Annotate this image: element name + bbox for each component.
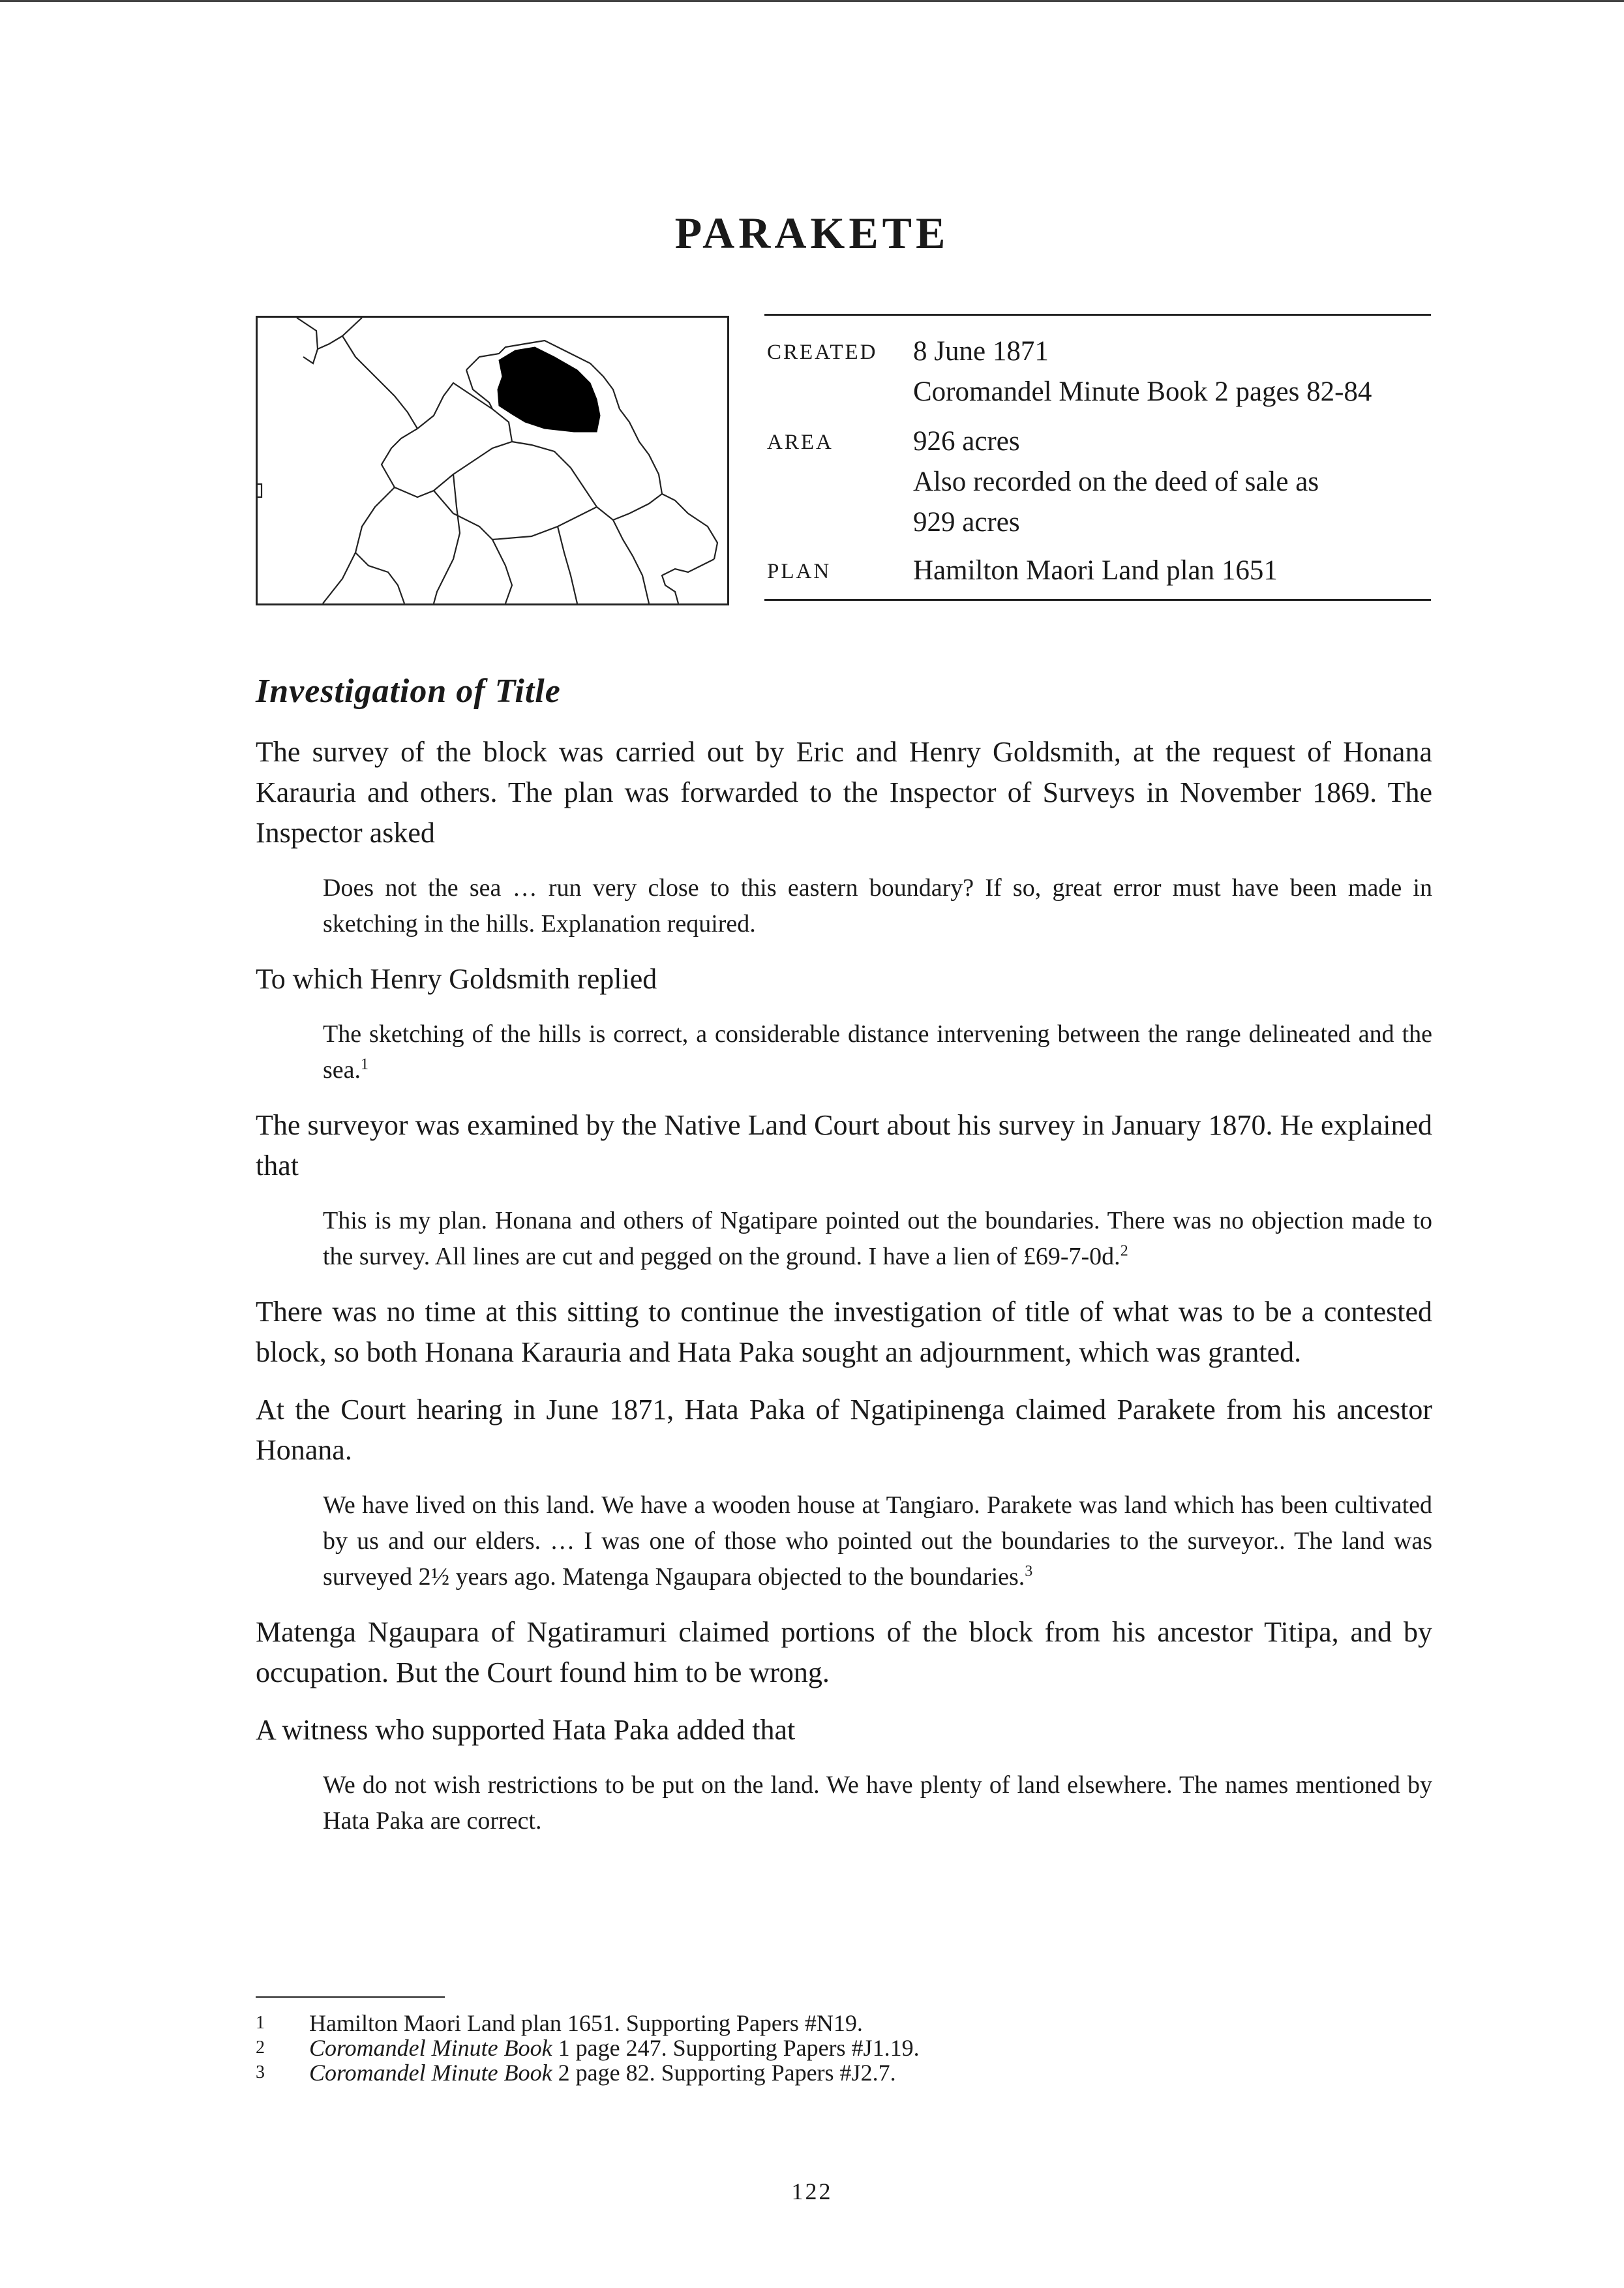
footnote-3 (256, 2060, 1299, 2085)
block-map-svg (258, 318, 727, 603)
map-boundary-18 (258, 484, 262, 497)
footnote-detail: Hamilton Maori Land plan 1651. Supporting Papers #N19. (309, 2010, 863, 2036)
map-boundary-10 (355, 553, 404, 603)
area-note-2: 929 acres (913, 507, 1020, 538)
footnote-text (309, 2060, 896, 2085)
map-coastline-nw (297, 318, 362, 349)
footnote-number: 1 (256, 2013, 265, 2033)
map-boundary-17 (466, 370, 492, 409)
quote-2-text: The sketching of the hills is correct, a considerable distance intervening between the range delineated and the sea. (323, 1020, 1432, 1084)
created-source: Coromandel Minute Book 2 pages 82-84 (913, 376, 1372, 407)
quote-5: We do not wish restrictions to be put on the land. We have plenty of land elsewhere. The names mentioned by Hata Paka are correct. (323, 1771, 1432, 1835)
created-values (913, 331, 1431, 412)
created-row (764, 316, 1431, 412)
map-boundary-7 (613, 520, 649, 603)
plan-value: Hamilton Maori Land plan 1651 (913, 555, 1278, 586)
footnote-1 (256, 2011, 1299, 2036)
footnote-detail: 1 page 247. Supporting Papers #J1.19. (552, 2035, 920, 2061)
paragraph-1: The survey of the block was carried out by Eric and Henry Goldsmith, at the request of Honana Karauria and others. The plan was forwarded to the Inspector of Surveys in November 1869. The Inspector asked (256, 736, 1432, 849)
footnote-ref-2: 2 (1120, 1242, 1128, 1260)
body-content (256, 732, 1432, 1856)
paragraph-7: A witness who supported Hata Paka added that (256, 1714, 796, 1746)
paragraph-5: At the Court hearing in June 1871, Hata Paka of Ngatipinenga claimed Parakete from his ancestor Honana. (256, 1394, 1432, 1466)
footnote-ref-1: 1 (361, 1056, 369, 1073)
map-boundary-3 (395, 442, 512, 497)
map-boundary-1 (342, 336, 417, 429)
footnote-2 (256, 2036, 1299, 2060)
created-label: CREATED (767, 341, 878, 364)
area-note-1: Also recorded on the deed of sale as (913, 466, 1319, 497)
quote-4-text: We have lived on this land. We have a wooden house at Tangiaro. Parakete was land which has been cultivated by us and our elders. … I was one of those who pointed out the boundaries to the surveyor.. The land was surveyed 2½ years ago. Matenga Ngaupara objected to the boundaries. (323, 1491, 1432, 1591)
footnote-source: Coromandel Minute Book (309, 2060, 552, 2086)
map-boundary-13 (492, 540, 512, 603)
block-details-table (764, 314, 1431, 601)
footnote-number: 3 (256, 2062, 265, 2082)
footnote-detail: 2 page 82. Supporting Papers #J2.7. (552, 2060, 896, 2086)
paragraph-3: The surveyor was examined by the Native Land Court about his survey in January 1870. He explained that (256, 1109, 1432, 1182)
area-label: AREA (767, 431, 834, 454)
footnote-source: Coromandel Minute Book (309, 2035, 552, 2061)
plan-row (764, 543, 1431, 599)
footnote-text (309, 2036, 920, 2060)
map-boundary-6 (662, 559, 714, 603)
footnotes (256, 2011, 1299, 2085)
quote-1: Does not the sea … run very close to this eastern boundary? If so, great error must have been made in sketching in the hills. Explanation required. (323, 874, 1432, 938)
footnote-number: 2 (256, 2037, 265, 2058)
map-boundary-9 (323, 487, 395, 603)
page-title: PARAKETE (674, 208, 950, 258)
map-boundary-14 (558, 526, 577, 603)
quote-4 (323, 1487, 1432, 1595)
map-boundary-16 (620, 409, 662, 494)
plan-values (913, 551, 1431, 591)
section-heading: Investigation of Title (256, 673, 561, 710)
map-boundary-2 (382, 429, 417, 487)
footnote-text (309, 2011, 863, 2036)
paragraph-2: To which Henry Goldsmith replied (256, 963, 657, 995)
area-value: 926 acres (913, 426, 1020, 457)
footnote-divider (256, 1996, 445, 1998)
quote-3 (323, 1203, 1432, 1275)
map-inlet (303, 349, 318, 363)
page-number: 122 (791, 2178, 833, 2204)
paragraph-4: There was no time at this sitting to continue the investigation of title of what was to be a contested block, so both Honana Karauria and Hata Paka sought an adjournment, which was granted. (256, 1296, 1432, 1368)
quote-3-text: This is my plan. Honana and others of Ngatipare pointed out the boundaries. There was no objection made to the survey. All lines are cut and pegged on the ground. I have a lien of £69-7-0d. (323, 1207, 1432, 1270)
paragraph-6: Matenga Ngaupara of Ngatiramuri claimed portions of the block from his ancestor Titipa, and by occupation. But the Court found him to be wrong. (256, 1616, 1432, 1688)
page-top-edge (0, 0, 1624, 2)
quote-2 (323, 1016, 1432, 1088)
plan-label: PLAN (767, 560, 832, 583)
location-map (256, 316, 729, 605)
area-values (913, 421, 1431, 543)
map-boundary-8 (434, 474, 460, 603)
footnote-ref-3: 3 (1025, 1563, 1033, 1580)
map-boundary-4 (512, 442, 613, 520)
area-row (764, 412, 1431, 543)
created-date: 8 June 1871 (913, 336, 1049, 367)
